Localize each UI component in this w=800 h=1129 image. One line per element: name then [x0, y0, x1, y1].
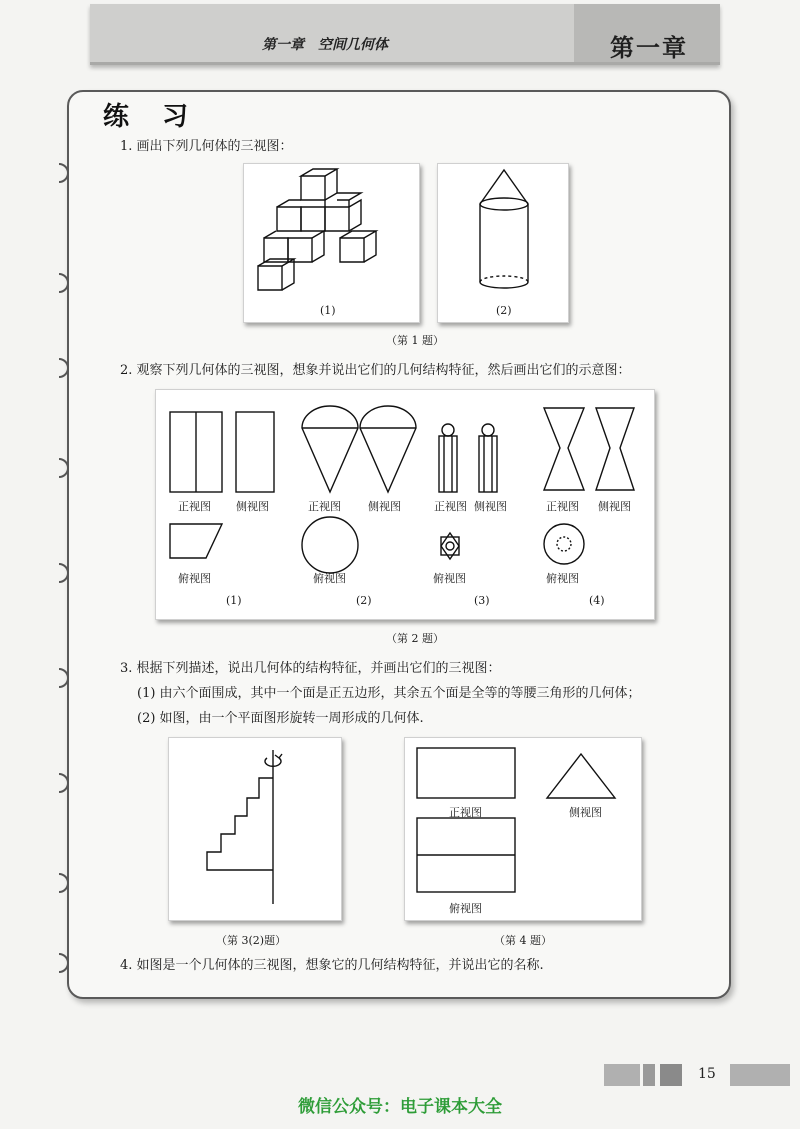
figure-caption: （第 2 题）	[386, 632, 444, 645]
binder-ring-icon	[55, 162, 79, 184]
figure-label: (2)	[356, 594, 372, 607]
q1-figure-1-panel	[243, 163, 420, 323]
figure-label: (1)	[320, 304, 336, 317]
view-label: 俯视图	[546, 572, 579, 585]
view-label: 俯视图	[433, 572, 466, 585]
view-label: 正视图	[449, 806, 482, 819]
binder-ring-icon	[55, 562, 79, 584]
question-1-text: 1. 画出下列几何体的三视图：	[120, 139, 293, 154]
footer-decor-bar	[643, 1064, 655, 1086]
view-label: 正视图	[546, 500, 579, 513]
figure-label: (1)	[226, 594, 242, 607]
binder-ring-icon	[55, 772, 79, 794]
question-2-text: 2. 观察下列几何体的三视图，想象并说出它们的几何结构特征，然后画出它们的示意图：	[120, 363, 631, 378]
view-label: 侧视图	[569, 806, 602, 819]
footer-decor-bar	[604, 1064, 640, 1086]
question-3-sub-2: (2) 如图，由一个平面图形旋转一周形成的几何体.	[137, 711, 424, 726]
page-number: 15	[698, 1066, 716, 1082]
stacked-cubes-figure	[244, 164, 419, 322]
binder-ring-icon	[55, 457, 79, 479]
binder-ring-icon	[55, 357, 79, 379]
view-label: 侧视图	[236, 500, 269, 513]
view-label: 正视图	[178, 500, 211, 513]
q3-rotation-figure-panel	[168, 737, 342, 921]
question-3-text: 3. 根据下列描述，说出几何体的结构特征，并画出它们的三视图：	[120, 661, 501, 676]
question-3-sub-1: (1) 由六个面围成，其中一个面是正五边形，其余五个面是全等的等腰三角形的几何体；	[137, 686, 641, 701]
staircase-rotation-figure	[169, 738, 341, 920]
figure-caption: （第 1 题）	[386, 334, 444, 347]
section-title: 练 习	[103, 102, 201, 132]
figure-label: (4)	[589, 594, 605, 607]
three-view-drawings	[156, 390, 654, 619]
view-label: 侧视图	[474, 500, 507, 513]
view-label: 俯视图	[313, 572, 346, 585]
figure-caption: （第 4 题）	[494, 934, 552, 947]
binder-ring-icon	[55, 667, 79, 689]
binder-ring-icon	[55, 952, 79, 974]
view-label: 正视图	[434, 500, 467, 513]
footer-decor-bar	[660, 1064, 682, 1086]
view-label: 侧视图	[598, 500, 631, 513]
chapter-label: 第一章	[610, 34, 688, 62]
view-label: 俯视图	[178, 572, 211, 585]
figure-caption: （第 3(2)题）	[216, 934, 287, 947]
view-label: 侧视图	[368, 500, 401, 513]
figure-label: (3)	[474, 594, 490, 607]
prism-three-view-drawings	[405, 738, 641, 920]
q2-three-views-panel	[155, 389, 655, 620]
question-4-text: 4. 如图是一个几何体的三视图，想象它的几何结构特征，并说出它的名称.	[120, 958, 544, 973]
view-label: 俯视图	[449, 902, 482, 915]
q1-figure-2-panel	[437, 163, 569, 323]
cone-on-cylinder-figure	[438, 164, 568, 322]
running-header-title: 第一章 空间几何体	[262, 37, 388, 53]
watermark-text: 微信公众号：电子课本大全	[298, 1097, 502, 1117]
q4-three-views-panel	[404, 737, 642, 921]
footer-decor-bar	[730, 1064, 790, 1086]
binder-ring-icon	[55, 872, 79, 894]
view-label: 正视图	[308, 500, 341, 513]
figure-label: (2)	[496, 304, 512, 317]
binder-ring-icon	[55, 272, 79, 294]
